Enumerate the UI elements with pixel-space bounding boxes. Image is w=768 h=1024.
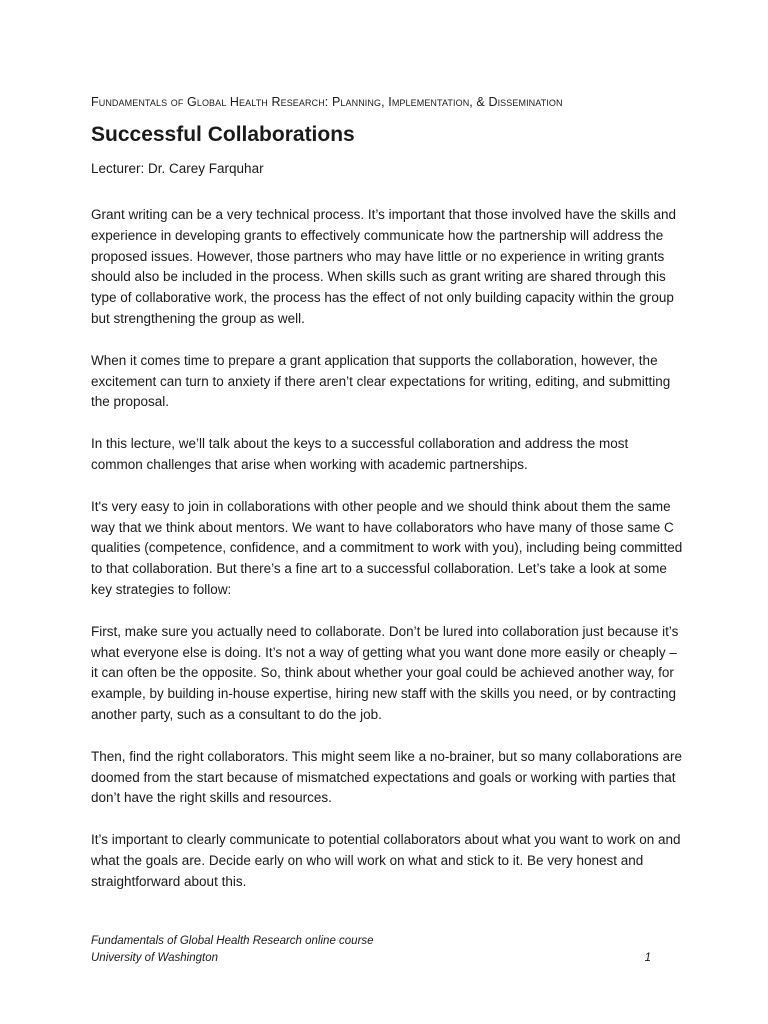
body-paragraph: In this lecture, we’ll talk about the keys to a successful collaboration and address the most common challenges that arise when working with academic partnerships. <box>91 436 629 472</box>
body-paragraph: It's very easy to join in collaborations with other people and we should think about them the same way that we think about mentors. We want to have collaborators who have many of those same C qualities (competence, confidence, and a commitment to work with you), including being committed to that collaboration. But there’s a fine art to a successful collaboration. Let’s take a look at some key strategies to follow: <box>91 498 683 597</box>
page-number: 1 <box>644 951 651 964</box>
lecturer-line: Lecturer: Dr. Carey Farquhar <box>91 161 264 176</box>
body-paragraph: Grant writing can be a very technical process. It’s important that those involved have the skills and experience in developing grants to effectively communicate how the partnership will address the proposed issues. However, those partners who may have little or no experience in writing grants should also be included in the process. When skills such as grant writing are shared through this type of collaborative work, the process has the effect of not only building capacity within the group but strengthening the group as well. <box>91 207 677 326</box>
page-footer <box>91 933 651 966</box>
series-title: Fundamentals of Global Health Research: Planning, Implementation, & Dissemination <box>91 95 563 109</box>
body-paragraph: It’s important to clearly communicate to potential collaborators about what you want to work on and what the goals are. Decide early on who will work on what and stick to it. Be very honest and straightforward about this. <box>91 832 681 889</box>
body-paragraph: First, make sure you actually need to collaborate. Don’t be lured into collaboration just because it’s what everyone else is doing. It’s not a way of getting what you want done more easily or cheaply – it can often be the opposite. So, think about whether your goal could be achieved another way, for example, by building in-house expertise, hiring new staff with the skills you need, or by contracting another party, such as a consultant to do the job. <box>91 623 679 722</box>
footer-institution: University of Washington <box>91 951 218 964</box>
document-page <box>91 0 681 1024</box>
body-paragraph: When it comes time to prepare a grant application that supports the collaboration, however, the excitement can turn to anxiety if there aren’t clear expectations for writing, editing, and submitting the proposal. <box>91 352 671 410</box>
body-paragraph: Then, find the right collaborators. This might seem like a no-brainer, but so many collaborations are doomed from the start because of mismatched expectations and goals or working with parties that don’t have the right skills and resources. <box>91 748 683 806</box>
page-title: Successful Collaborations <box>91 123 355 146</box>
document-body <box>91 205 683 914</box>
footer-course: Fundamentals of Global Health Research online course <box>91 935 374 947</box>
